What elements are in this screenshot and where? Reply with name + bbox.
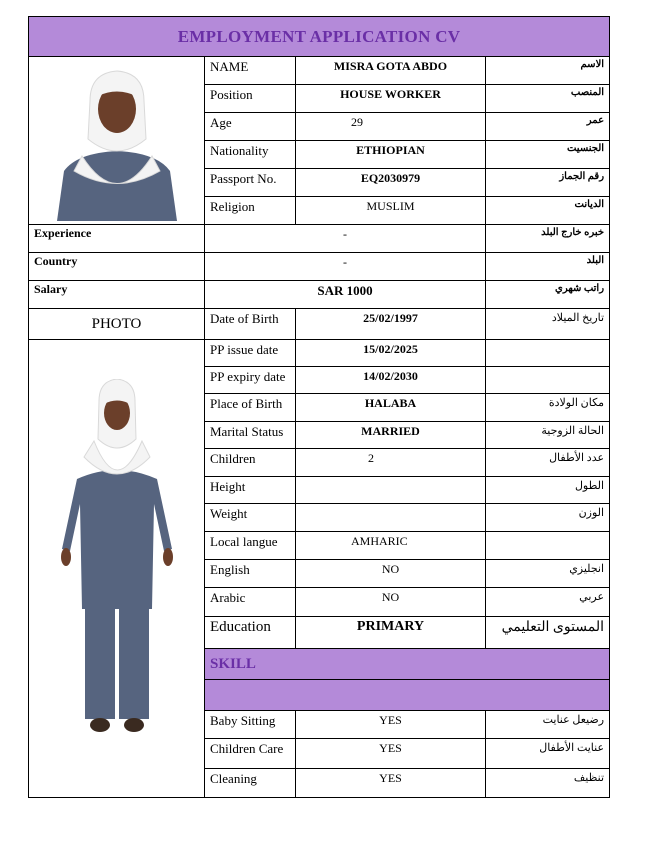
wide-value: SAR 1000	[205, 281, 486, 309]
wide-arabic: البلد	[486, 253, 610, 281]
detail-value: NO	[296, 588, 486, 617]
detail-arabic: انجليزي	[486, 560, 610, 588]
field-label: Passport No.	[205, 169, 296, 197]
detail-label: Weight	[205, 504, 296, 532]
fullbody-image	[52, 379, 182, 759]
skill-arabic: رضيعل عنايت	[486, 711, 610, 739]
portrait-photo	[29, 57, 205, 225]
detail-label: Arabic	[205, 588, 296, 617]
skill-value: YES	[296, 769, 486, 798]
skill-label: Cleaning	[205, 769, 296, 798]
detail-arabic: الطول	[486, 477, 610, 504]
skill-value: YES	[296, 739, 486, 769]
wide-value: -	[205, 253, 486, 281]
field-value: 29	[296, 113, 486, 141]
detail-value: HALABA	[296, 394, 486, 422]
detail-arabic: عربي	[486, 588, 610, 617]
wide-label: Country	[29, 253, 205, 281]
wide-arabic: راتب شهري	[486, 281, 610, 309]
field-arabic: عمر	[486, 113, 610, 141]
wide-label: Experience	[29, 225, 205, 253]
skill-label: Baby Sitting	[205, 711, 296, 739]
field-value: ETHIOPIAN	[296, 141, 486, 169]
detail-label: Education	[205, 617, 296, 649]
form-title: EMPLOYMENT APPLICATION CV	[29, 17, 610, 57]
field-arabic: الاسم	[486, 57, 610, 85]
detail-label: Local langue	[205, 532, 296, 560]
detail-arabic	[486, 367, 610, 394]
detail-arabic	[486, 532, 610, 560]
field-arabic: الديانت	[486, 197, 610, 225]
detail-label: Place of Birth	[205, 394, 296, 422]
detail-value: 15/02/2025	[296, 340, 486, 367]
skill-label: Children Care	[205, 739, 296, 769]
field-label: Religion	[205, 197, 296, 225]
detail-value: MARRIED	[296, 422, 486, 449]
detail-arabic: المستوى التعليمي	[486, 617, 610, 649]
skill-header: SKILL	[205, 649, 610, 680]
field-value: MUSLIM	[296, 197, 486, 225]
detail-value	[296, 477, 486, 504]
field-label: Nationality	[205, 141, 296, 169]
dob-label: Date of Birth	[205, 309, 296, 340]
detail-value: 2	[296, 449, 486, 477]
field-label: Position	[205, 85, 296, 113]
detail-arabic: الحالة الزوجية	[486, 422, 610, 449]
detail-value	[296, 504, 486, 532]
field-value: MISRA GOTA ABDO	[296, 57, 486, 85]
detail-label: Children	[205, 449, 296, 477]
dob-value: 25/02/1997	[296, 309, 486, 340]
wide-value: -	[205, 225, 486, 253]
detail-arabic	[486, 340, 610, 367]
detail-label: Height	[205, 477, 296, 504]
photo-label: PHOTO	[29, 309, 205, 340]
skill-arabic: عنايت الأطفال	[486, 739, 610, 769]
fullbody-photo	[29, 340, 205, 798]
wide-arabic: خبره خارج البلد	[486, 225, 610, 253]
detail-label: PP issue date	[205, 340, 296, 367]
detail-value: NO	[296, 560, 486, 588]
skill-spacer	[205, 680, 610, 711]
cv-table	[28, 16, 610, 798]
dob-arabic: تاريخ الميلاد	[486, 309, 610, 340]
detail-value: PRIMARY	[296, 617, 486, 649]
wide-label: Salary	[29, 281, 205, 309]
field-arabic: رقم الجماز	[486, 169, 610, 197]
detail-label: PP expiry date	[205, 367, 296, 394]
field-label: Age	[205, 113, 296, 141]
field-arabic: المنصب	[486, 85, 610, 113]
field-value: HOUSE WORKER	[296, 85, 486, 113]
portrait-image	[42, 61, 192, 221]
detail-label: Marital Status	[205, 422, 296, 449]
detail-arabic: عدد الأطفال	[486, 449, 610, 477]
detail-arabic: الوزن	[486, 504, 610, 532]
detail-arabic: مكان الولادة	[486, 394, 610, 422]
field-label: NAME	[205, 57, 296, 85]
detail-label: English	[205, 560, 296, 588]
detail-value: 14/02/2030	[296, 367, 486, 394]
field-arabic: الجنسيت	[486, 141, 610, 169]
skill-value: YES	[296, 711, 486, 739]
skill-arabic: تنظيف	[486, 769, 610, 798]
field-value: EQ2030979	[296, 169, 486, 197]
cv-sheet	[28, 16, 609, 798]
detail-value: AMHARIC	[296, 532, 486, 560]
